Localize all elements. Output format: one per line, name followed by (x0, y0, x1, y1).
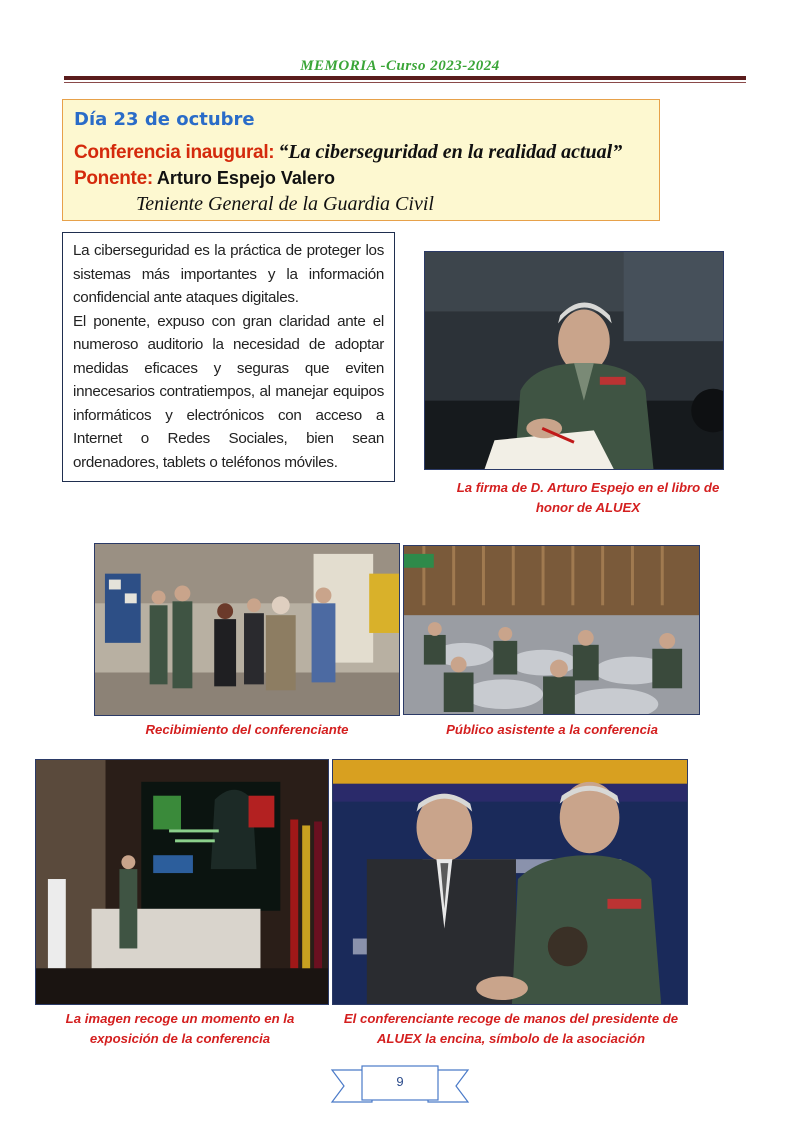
photo-award (332, 759, 688, 1005)
caption-presentation: La imagen recoge un momento en la exposición de la conferencia (65, 1011, 295, 1046)
event-date: Día 23 de octubre (74, 109, 255, 130)
speaker-role: Teniente General de la Guardia Civil (136, 193, 434, 215)
caption-signing: La firma de D. Arturo Espejo en el libro de honor de ALUEX (456, 480, 720, 515)
body-paragraph-2: El ponente, expuso con gran claridad ante el numeroso auditorio la necesidad de adoptar medidas eficaces y seguras que eviten innecesarios contratiempos, al manejar equipos informáticos y electrónicos con acceso a Internet o Redes Sociales, bien sean ordenadores, tablets o teléfonos móviles. (73, 312, 384, 471)
caption-audience: Público asistente a la conferencia (446, 722, 658, 737)
conference-label: Conferencia inaugural: (74, 142, 275, 163)
photo-reception (94, 543, 400, 716)
body-text-box (62, 232, 395, 482)
running-title: MEMORIA -Curso 2023-2024 (300, 58, 500, 74)
photo-signing (424, 251, 724, 470)
header-rule-thin (64, 82, 746, 83)
conference-title: “La ciberseguridad en la realidad actual” (278, 141, 623, 163)
speaker-name: Arturo Espejo Valero (156, 168, 335, 188)
body-paragraph-1: La ciberseguridad es la práctica de proteger los sistemas más importantes y la información confidencial ante ataques digitales. (73, 242, 384, 306)
caption-award: El conferenciante recoge de manos del presidente de ALUEX la encina, símbolo de la asociación (343, 1011, 679, 1046)
photo-audience (403, 545, 700, 715)
page-number: 9 (396, 1074, 404, 1089)
speaker-line (74, 168, 335, 190)
photo-presentation (35, 759, 329, 1005)
header-rule (64, 76, 746, 80)
conference-line (74, 141, 622, 164)
caption-reception: Recibimiento del conferenciante (145, 722, 349, 737)
speaker-label: Ponente: (74, 168, 153, 189)
